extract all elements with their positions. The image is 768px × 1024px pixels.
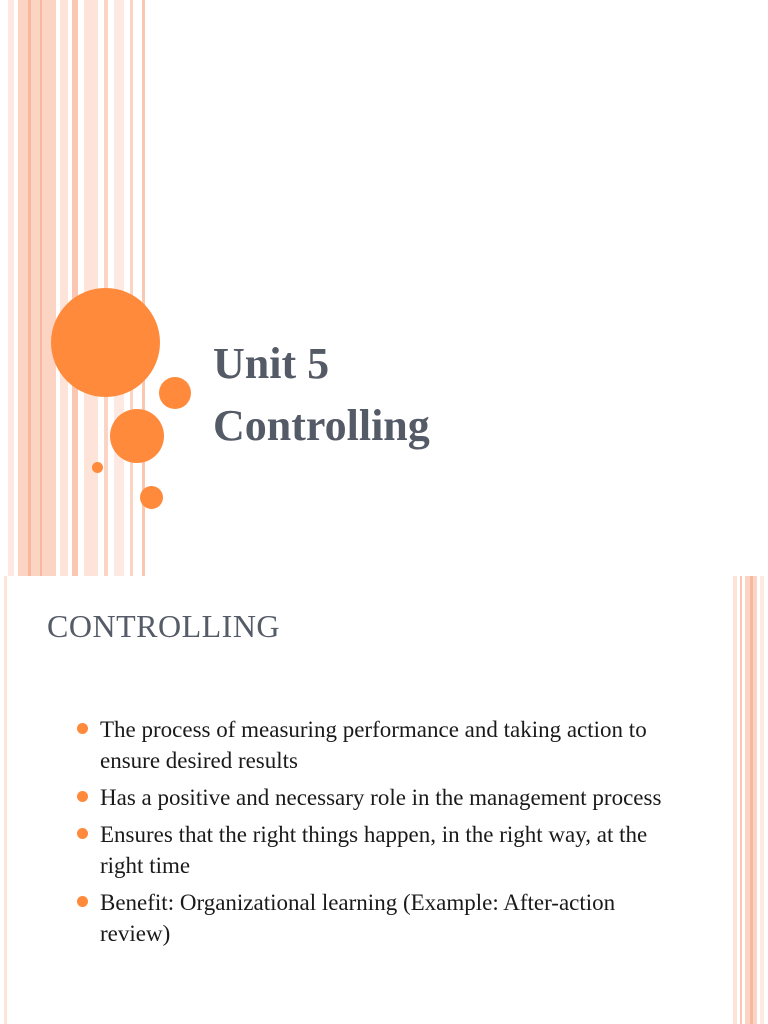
content-slide xyxy=(0,576,768,1024)
list-item-text: Ensures that the right things happen, in the right way, at the right time xyxy=(100,822,648,878)
stripe xyxy=(750,576,753,1024)
title-line-1: Unit 5 xyxy=(213,339,330,388)
stripe xyxy=(760,576,764,1024)
list-item xyxy=(76,819,676,881)
list-item-text: The process of measuring performance and taking action to ensure desired results xyxy=(100,717,647,773)
slide-heading: CONTROLLING xyxy=(47,608,281,644)
title-line-2: Controlling xyxy=(213,401,430,450)
bullet-dot-icon xyxy=(77,828,88,839)
list-item-text: Has a positive and necessary role in the management process xyxy=(100,785,662,810)
decorative-stripes xyxy=(0,0,150,576)
stripe xyxy=(745,576,757,1024)
small-circle-ornament xyxy=(140,486,163,509)
bullet-dot-icon xyxy=(77,791,88,802)
medium-circle-ornament xyxy=(110,409,164,463)
bullet-dot-icon xyxy=(77,723,88,734)
list-item xyxy=(76,714,676,776)
stripe xyxy=(40,0,42,576)
stripe xyxy=(72,0,78,576)
list-item-text: Benefit: Organizational learning (Example: After-action review) xyxy=(100,890,616,946)
list-item xyxy=(76,782,676,813)
stripe xyxy=(4,576,7,1024)
stripe xyxy=(28,0,31,576)
tiny-circle-ornament xyxy=(92,462,103,473)
bullet-dot-icon xyxy=(77,896,88,907)
bullet-list xyxy=(76,714,676,955)
stripe xyxy=(130,0,133,576)
list-item xyxy=(76,887,676,949)
large-circle-ornament xyxy=(51,288,160,397)
stripe xyxy=(18,0,56,576)
stripe xyxy=(60,0,68,576)
small-circle-ornament xyxy=(159,377,191,409)
stripe xyxy=(733,576,737,1024)
stripe xyxy=(8,0,14,576)
slide-title xyxy=(213,333,733,457)
stripe xyxy=(740,576,742,1024)
